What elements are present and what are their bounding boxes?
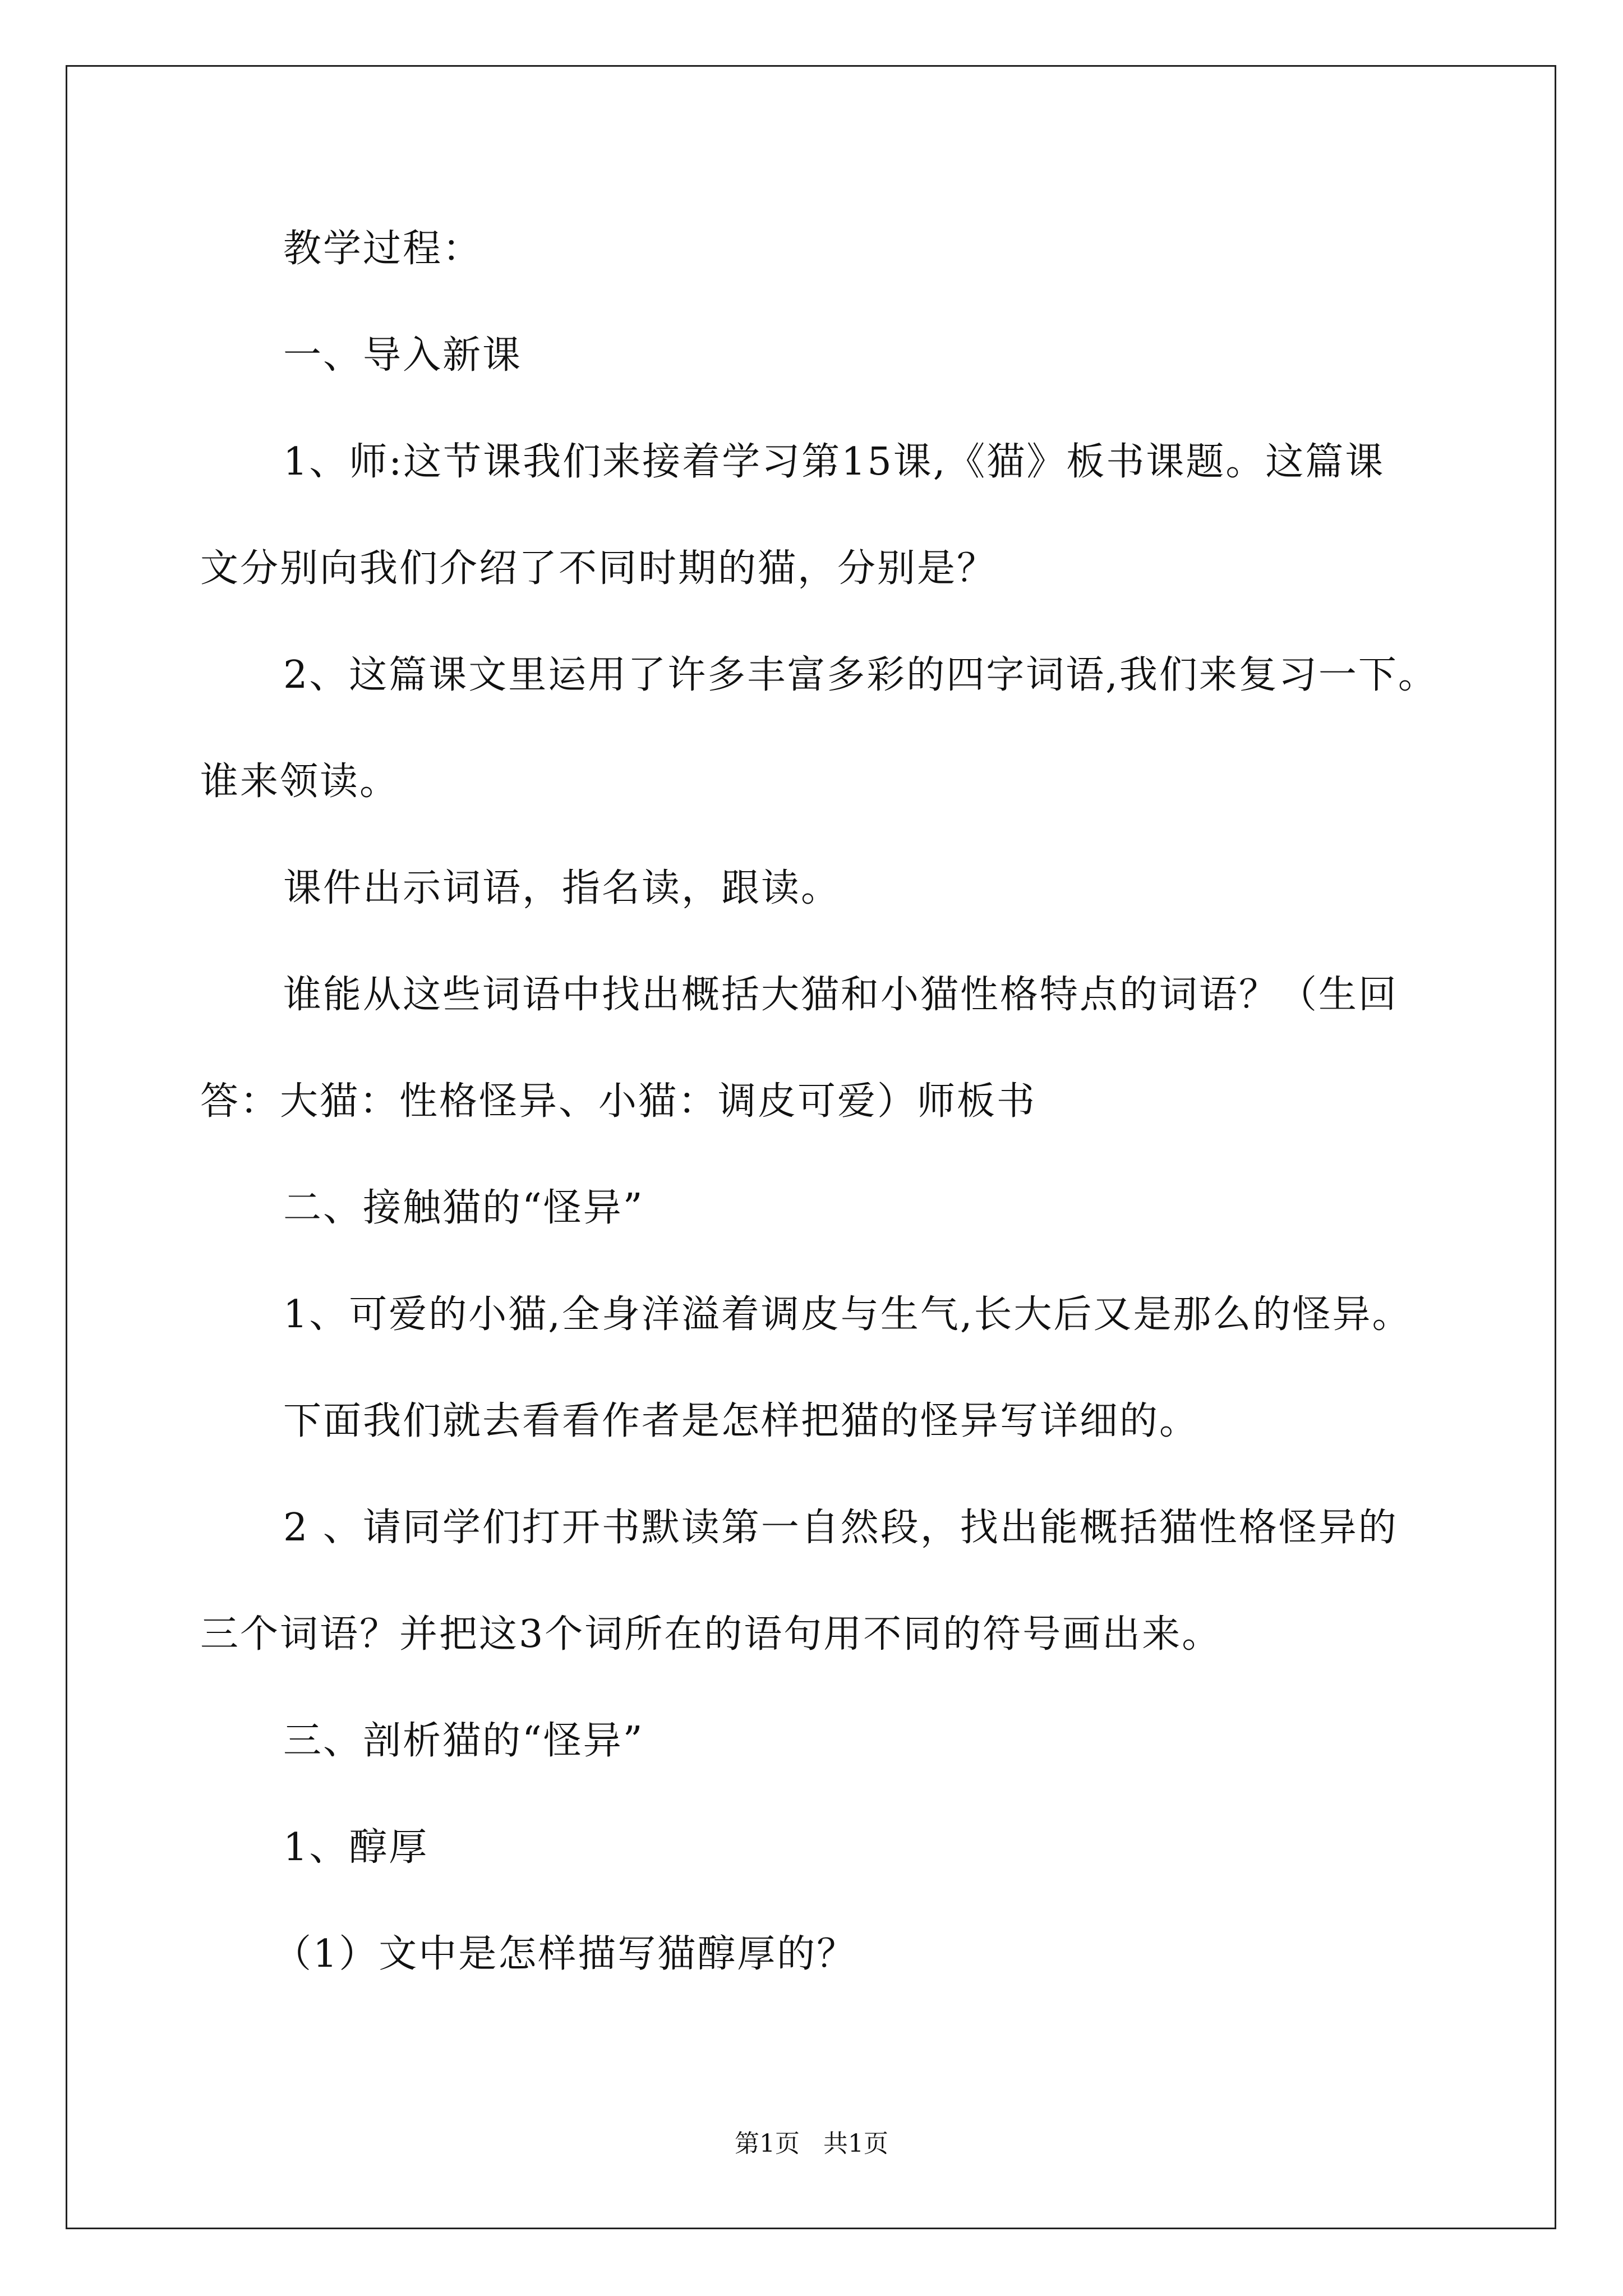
page-border — [66, 65, 1556, 2229]
paragraph-line: 文分别向我们介绍了不同时期的猫，分别是？ — [200, 546, 997, 591]
section-heading-2: 二、接触猫的“怪异” — [283, 1186, 644, 1230]
paragraph-line: （1）文中是怎样描写猫醇厚的？ — [273, 1932, 857, 1976]
page-total: 共1页 — [823, 2129, 888, 2158]
paragraph-line: 1、可爱的小猫,全身洋溢着调皮与生气,长大后又是那么的怪异。 — [283, 1292, 1412, 1337]
paragraph-line: 2 、请同学们打开书默读第一自然段，找出能概括猫性格怪异的 — [283, 1506, 1398, 1550]
page-footer — [0, 2129, 1623, 2158]
paragraph-line: 1、醇厚 — [283, 1825, 429, 1870]
paragraph-line: 1、师:这节课我们来接着学习第15课,《猫》板书课题。这篇课 — [283, 440, 1385, 484]
paragraph-line: 答：大猫：性格怪异、小猫：调皮可爱）师板书 — [200, 1079, 1037, 1124]
paragraph-line: 谁来领读。 — [200, 760, 400, 804]
paragraph-heading: 教学过程： — [283, 227, 483, 271]
paragraph-line: 2、这篇课文里运用了许多丰富多彩的四字词语,我们来复习一下。 — [283, 653, 1438, 697]
page-number: 第1页 — [735, 2129, 800, 2158]
section-heading-3: 三、剖析猫的“怪异” — [283, 1719, 644, 1763]
paragraph-line: 课件出示词语，指名读，跟读。 — [283, 866, 841, 910]
paragraph-line: 三个词语？并把这3个词所在的语句用不同的符号画出来。 — [200, 1612, 1222, 1657]
paragraph-line: 下面我们就去看看作者是怎样把猫的怪异写详细的。 — [283, 1399, 1200, 1443]
section-heading-1: 一、导入新课 — [283, 333, 523, 378]
paragraph-line: 谁能从这些词语中找出概括大猫和小猫性格特点的词语？（生回 — [283, 973, 1399, 1017]
